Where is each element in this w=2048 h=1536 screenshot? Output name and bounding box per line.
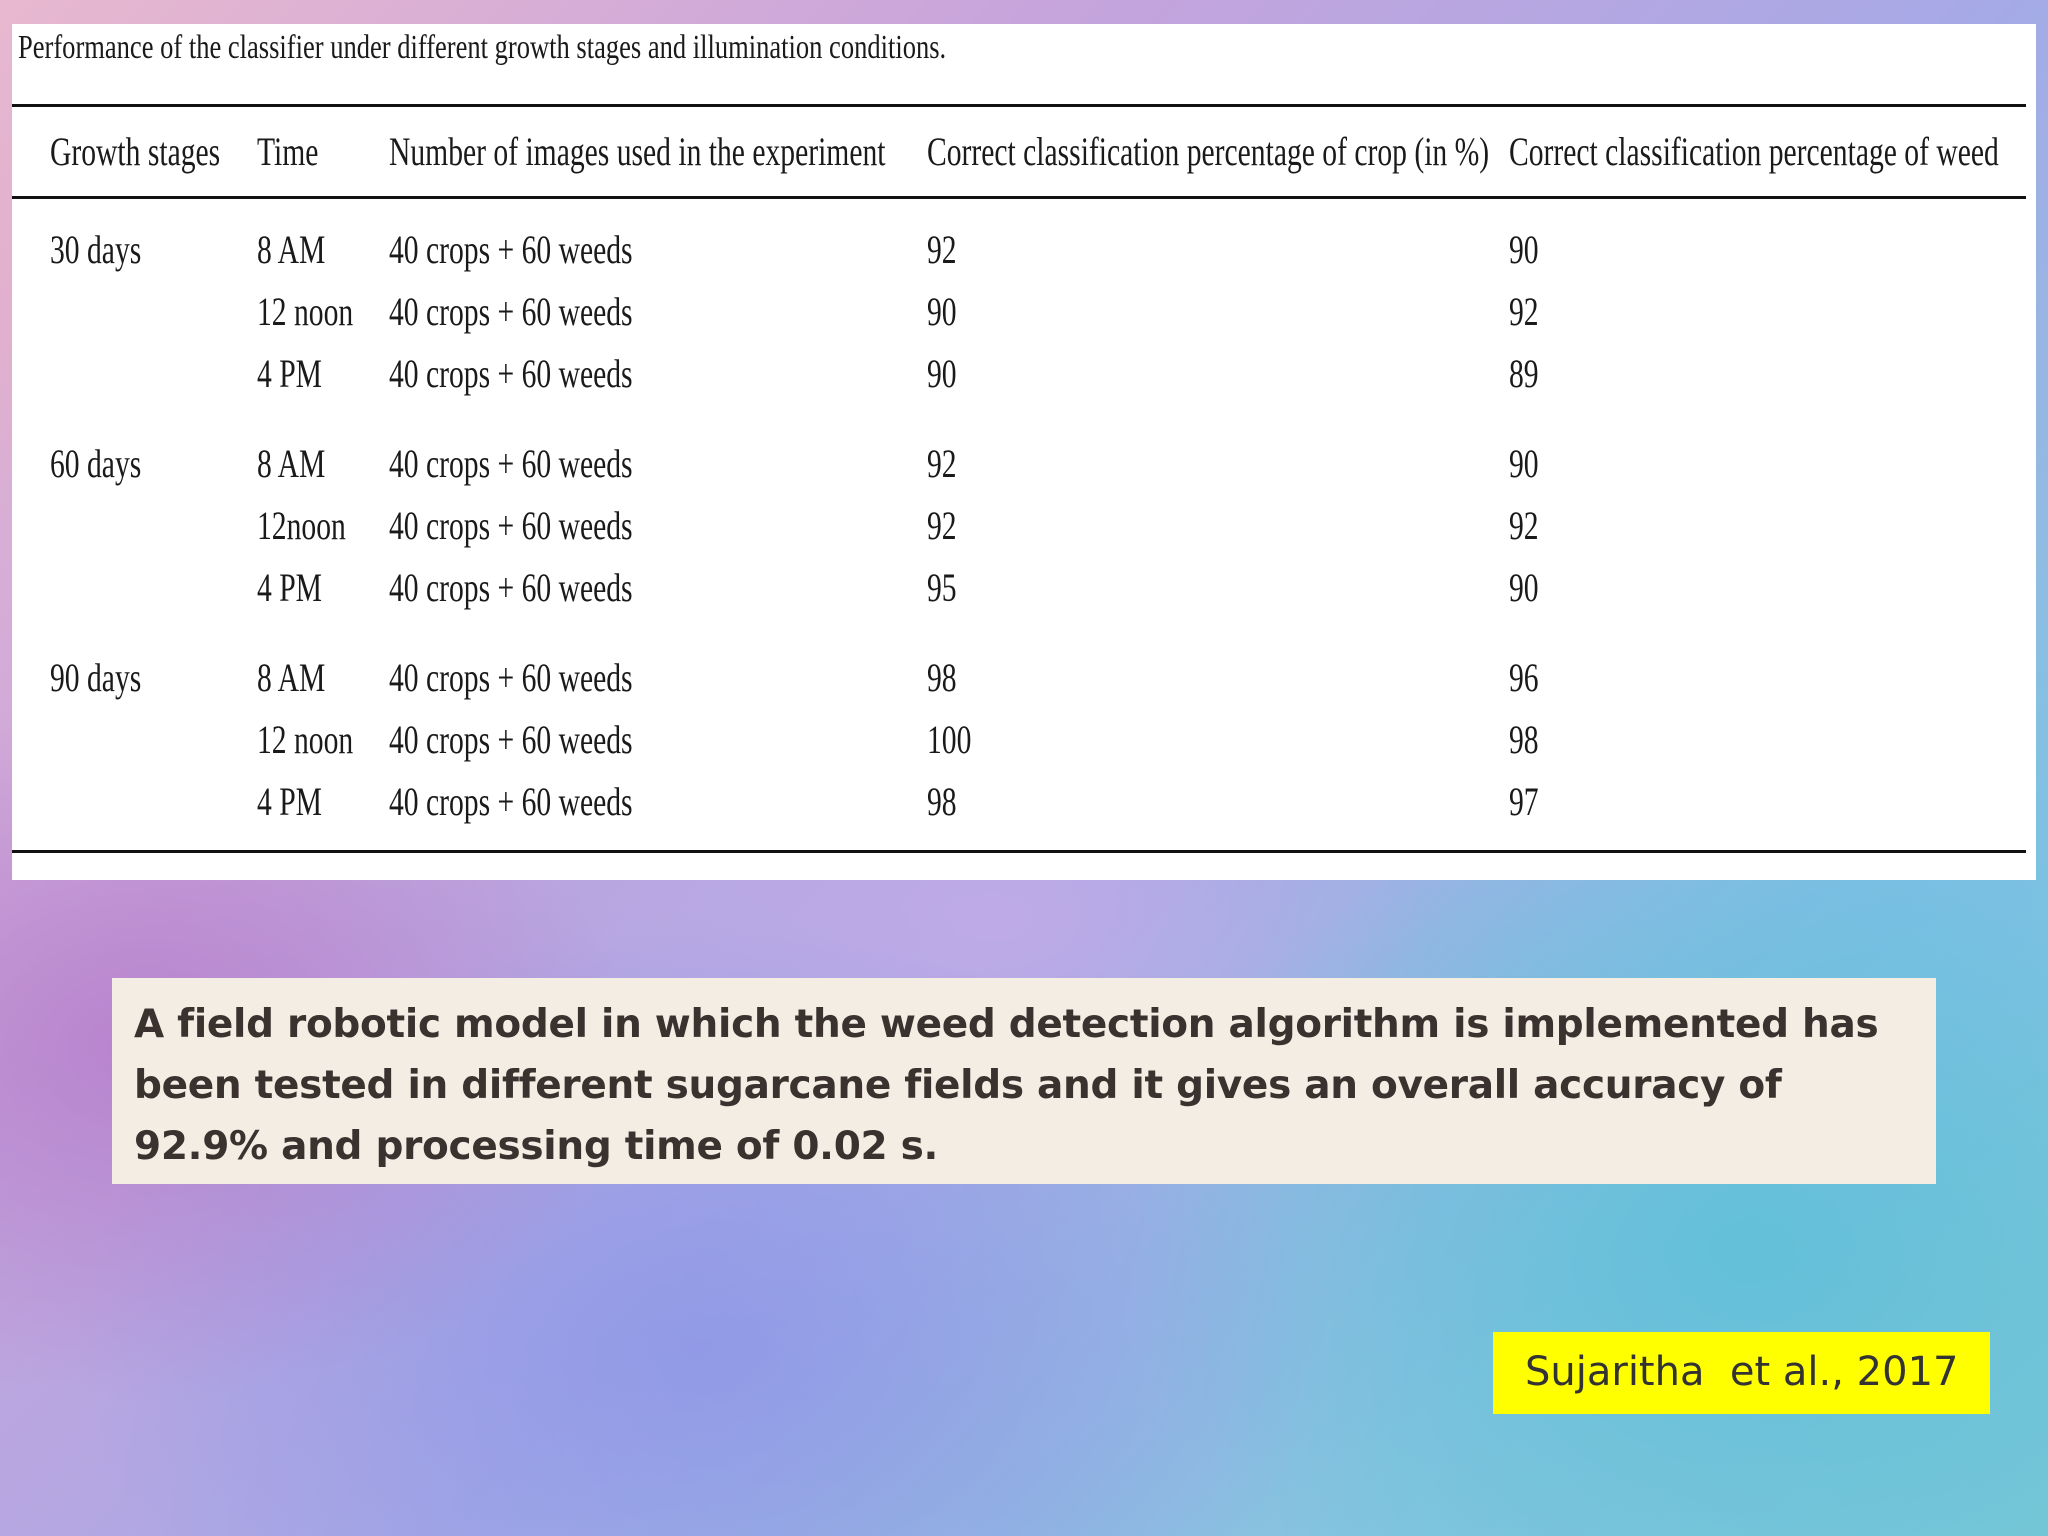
cell-weed-percentage: 96 xyxy=(1509,655,1539,700)
summary-text: A field robotic model in which the weed detection algorithm is implemented has been tested in different sugarcane fields and it gives an overall accuracy of 92.9% and processing time of 0.02 s. xyxy=(134,1002,1879,1169)
cell-crop-percentage: 92 xyxy=(927,503,957,548)
cell-crop-percentage: 92 xyxy=(927,227,957,272)
cell-crop-percentage: 90 xyxy=(927,351,957,396)
cell-images: 40 crops + 60 weeds xyxy=(389,227,633,272)
cell-images: 40 crops + 60 weeds xyxy=(389,717,633,762)
cell-weed-percentage: 90 xyxy=(1509,565,1539,610)
cell-time: 8 AM xyxy=(257,441,326,486)
cell-images: 40 crops + 60 weeds xyxy=(389,565,633,610)
cell-weed-percentage: 98 xyxy=(1509,717,1539,762)
cell-crop-percentage: 100 xyxy=(927,717,972,762)
cell-crop-percentage: 90 xyxy=(927,289,957,334)
cell-growth-stage: 90 days xyxy=(50,655,142,700)
header-number-of-images: Number of images used in the experiment xyxy=(389,129,886,174)
header-time: Time xyxy=(257,129,319,174)
cell-time: 4 PM xyxy=(257,351,322,396)
table-figure xyxy=(12,24,2036,880)
citation-text: Sujaritha et al., 2017 xyxy=(1525,1349,1959,1395)
cell-time: 12 noon xyxy=(257,289,354,334)
table-top-rule xyxy=(12,104,2026,107)
cell-weed-percentage: 90 xyxy=(1509,441,1539,486)
cell-weed-percentage: 90 xyxy=(1509,227,1539,272)
table-caption: Performance of the classifier under different growth stages and illumination conditions. xyxy=(18,29,947,66)
cell-time: 4 PM xyxy=(257,565,322,610)
cell-images: 40 crops + 60 weeds xyxy=(389,503,633,548)
citation-box xyxy=(1493,1332,1990,1414)
header-weed-percentage: Correct classification percentage of weed xyxy=(1509,129,1999,174)
cell-growth-stage: 60 days xyxy=(50,441,142,486)
summary-note xyxy=(112,978,1936,1184)
cell-time: 8 AM xyxy=(257,227,326,272)
header-growth-stages: Growth stages xyxy=(50,129,221,174)
cell-weed-percentage: 92 xyxy=(1509,289,1539,334)
table-header-rule xyxy=(12,196,2026,199)
cell-images: 40 crops + 60 weeds xyxy=(389,289,633,334)
cell-growth-stage: 30 days xyxy=(50,227,142,272)
cell-images: 40 crops + 60 weeds xyxy=(389,351,633,396)
cell-time: 8 AM xyxy=(257,655,326,700)
header-crop-percentage: Correct classification percentage of crop (in %) xyxy=(927,129,1490,174)
table-bottom-rule xyxy=(12,850,2026,853)
cell-crop-percentage: 98 xyxy=(927,655,957,700)
cell-images: 40 crops + 60 weeds xyxy=(389,779,633,824)
cell-crop-percentage: 95 xyxy=(927,565,957,610)
cell-time: 12 noon xyxy=(257,717,354,762)
cell-images: 40 crops + 60 weeds xyxy=(389,441,633,486)
cell-crop-percentage: 92 xyxy=(927,441,957,486)
cell-weed-percentage: 89 xyxy=(1509,351,1539,396)
cell-time: 4 PM xyxy=(257,779,322,824)
cell-images: 40 crops + 60 weeds xyxy=(389,655,633,700)
cell-weed-percentage: 92 xyxy=(1509,503,1539,548)
cell-weed-percentage: 97 xyxy=(1509,779,1539,824)
cell-time: 12noon xyxy=(257,503,346,548)
cell-crop-percentage: 98 xyxy=(927,779,957,824)
